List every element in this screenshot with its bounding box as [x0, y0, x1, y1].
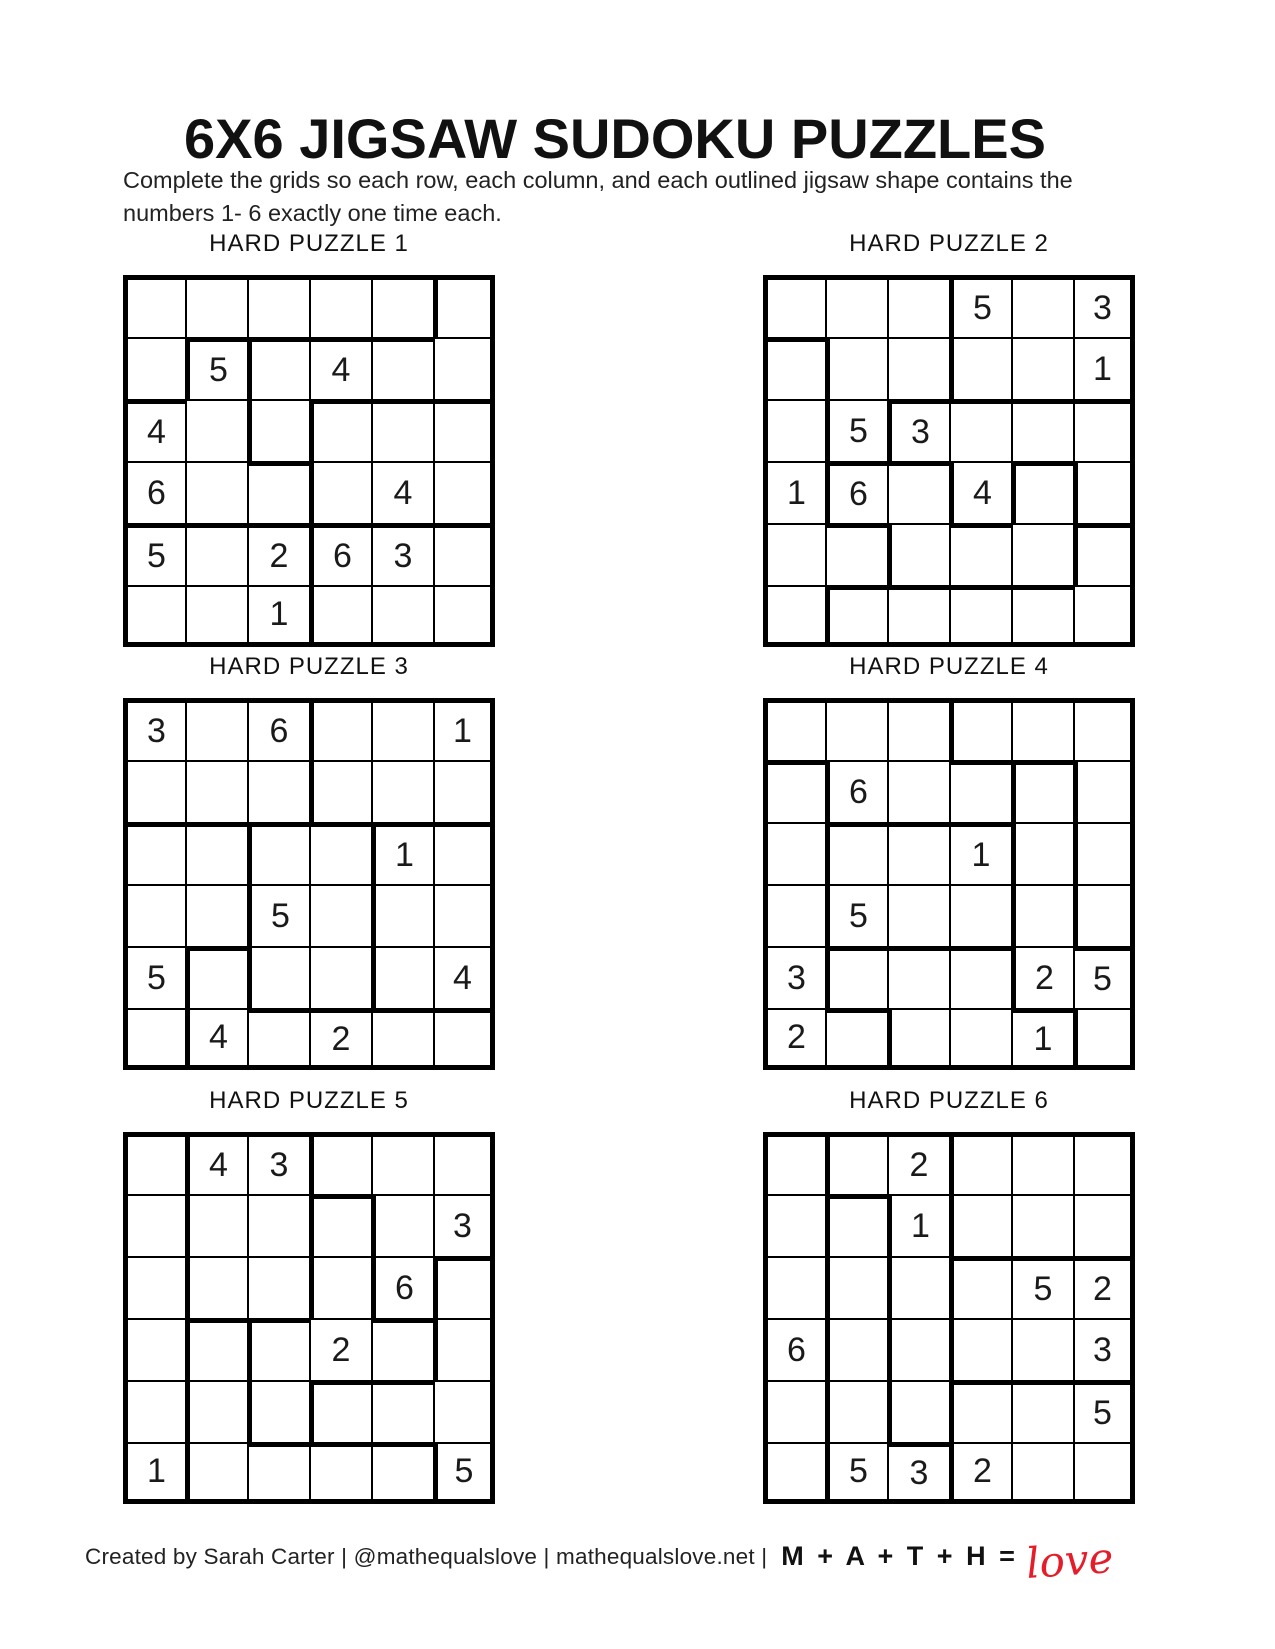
empty-cell-r1c1[interactable] [763, 1132, 825, 1194]
puzzle-hard-4 [763, 653, 1135, 1070]
empty-cell-r1c4[interactable] [309, 1132, 371, 1194]
given-number: 1 [971, 836, 991, 874]
given-number: 3 [393, 537, 413, 575]
empty-cell-r2c6[interactable] [1073, 760, 1135, 822]
empty-cell-r5c6[interactable] [433, 1380, 495, 1442]
given-number: 1 [395, 836, 414, 874]
empty-cell-r1c6[interactable] [1073, 698, 1135, 760]
empty-cell-r6c2[interactable] [825, 585, 887, 647]
empty-cell-r6c3[interactable] [247, 1008, 309, 1070]
given-number: 2 [269, 537, 289, 575]
empty-cell-r1c5[interactable] [1011, 275, 1073, 337]
empty-cell-r6c4[interactable] [309, 585, 371, 647]
empty-cell-r4c4[interactable] [949, 884, 1011, 946]
empty-cell-r6c5[interactable] [1011, 585, 1073, 647]
given-number: 2 [909, 1146, 929, 1184]
empty-cell-r1c2[interactable] [825, 698, 887, 760]
empty-cell-r2c1[interactable] [123, 337, 185, 399]
empty-cell-r1c4[interactable] [949, 1132, 1011, 1194]
given-cell-r4c6 [1073, 1318, 1135, 1380]
given-number: 2 [331, 1330, 351, 1369]
given-cell-r2c6 [433, 1194, 495, 1256]
empty-cell-r6c1[interactable] [123, 585, 185, 647]
given-cell-r4c1 [763, 461, 825, 523]
empty-cell-r4c1[interactable] [763, 884, 825, 946]
given-cell-r2c4 [309, 337, 371, 399]
empty-cell-r3c3[interactable] [247, 399, 309, 461]
empty-cell-r4c2[interactable] [185, 884, 247, 946]
given-cell-r3c1 [123, 399, 185, 461]
given-number: 4 [209, 1018, 228, 1056]
empty-cell-r4c6[interactable] [1073, 461, 1135, 523]
empty-cell-r2c4[interactable] [949, 337, 1011, 399]
empty-cell-r3c5[interactable] [1011, 822, 1073, 884]
empty-cell-r1c3[interactable] [247, 275, 309, 337]
empty-cell-r2c5[interactable] [1011, 337, 1073, 399]
given-number: 6 [269, 712, 289, 750]
empty-cell-r5c3[interactable] [247, 946, 309, 1008]
puzzle-title: HARD PUZZLE 1 [209, 230, 409, 257]
empty-cell-r3c6[interactable] [1073, 399, 1135, 461]
puzzle-title: HARD PUZZLE 2 [849, 230, 1049, 257]
given-cell-r1c3 [247, 1132, 309, 1194]
given-number: 2 [787, 1018, 806, 1056]
empty-cell-r5c3[interactable] [887, 523, 949, 585]
empty-cell-r2c2[interactable] [185, 760, 247, 822]
empty-cell-r4c5[interactable] [1011, 461, 1073, 523]
empty-cell-r6c4[interactable] [949, 1008, 1011, 1070]
given-cell-r2c2 [825, 760, 887, 822]
empty-cell-r4c4[interactable] [309, 884, 371, 946]
empty-cell-r5c5[interactable] [371, 1380, 433, 1442]
empty-cell-r4c2[interactable] [185, 1318, 247, 1380]
puzzle-title: HARD PUZZLE 4 [849, 653, 1049, 680]
empty-cell-r2c3[interactable] [247, 760, 309, 822]
given-number: 3 [909, 1453, 929, 1492]
puzzle-hard-3 [123, 653, 495, 1070]
empty-cell-r6c5[interactable] [1011, 1442, 1073, 1504]
given-number: 3 [453, 1206, 472, 1245]
empty-cell-r5c3[interactable] [887, 946, 949, 1008]
empty-cell-r2c1[interactable] [123, 1194, 185, 1256]
empty-cell-r3c3[interactable] [887, 822, 949, 884]
given-cell-r4c2 [825, 884, 887, 946]
empty-cell-r6c3[interactable] [247, 1442, 309, 1504]
puzzle-hard-1 [123, 230, 495, 647]
empty-cell-r5c4[interactable] [949, 1380, 1011, 1442]
instructions-text: Complete the grids so each row, each column, and each outlined jigsaw shape contains the numbers 1- 6 exactly one time each. [123, 166, 1073, 226]
empty-cell-r3c3[interactable] [887, 1256, 949, 1318]
given-number: 4 [453, 958, 472, 997]
empty-cell-r3c4[interactable] [309, 1256, 371, 1318]
given-cell-r5c1 [123, 946, 185, 1008]
empty-cell-r3c2[interactable] [825, 1256, 887, 1318]
given-number: 5 [849, 896, 868, 935]
given-cell-r4c4 [309, 1318, 371, 1380]
empty-cell-r3c1[interactable] [763, 399, 825, 461]
given-number: 5 [209, 351, 228, 389]
empty-cell-r2c1[interactable] [123, 760, 185, 822]
given-cell-r4c2 [825, 461, 887, 523]
footer [85, 1533, 1205, 1588]
empty-cell-r3c3[interactable] [247, 822, 309, 884]
empty-cell-r3c6[interactable] [433, 822, 495, 884]
empty-cell-r3c5[interactable] [371, 399, 433, 461]
empty-cell-r2c4[interactable] [949, 1194, 1011, 1256]
empty-cell-r5c5[interactable] [371, 946, 433, 1008]
given-number: 5 [849, 1452, 868, 1490]
empty-cell-r2c5[interactable] [371, 337, 433, 399]
empty-cell-r4c3[interactable] [887, 884, 949, 946]
given-cell-r4c1 [763, 1318, 825, 1380]
empty-cell-r5c4[interactable] [309, 1380, 371, 1442]
given-cell-r1c2 [185, 1132, 247, 1194]
given-cell-r6c6 [433, 1442, 495, 1504]
empty-cell-r2c5[interactable] [1011, 1194, 1073, 1256]
empty-cell-r5c2[interactable] [825, 946, 887, 1008]
empty-cell-r6c4[interactable] [309, 1442, 371, 1504]
given-cell-r1c6 [433, 698, 495, 760]
math-equals-love-logo [781, 1533, 1115, 1588]
given-number: 1 [1093, 349, 1112, 388]
given-number: 2 [1035, 958, 1054, 997]
puzzle-grid [763, 1132, 1135, 1504]
puzzle-hard-2 [763, 230, 1135, 647]
empty-cell-r5c3[interactable] [247, 1380, 309, 1442]
empty-cell-r1c2[interactable] [825, 1132, 887, 1194]
empty-cell-r2c6[interactable] [433, 760, 495, 822]
empty-cell-r6c6[interactable] [433, 1008, 495, 1070]
empty-cell-r6c1[interactable] [763, 585, 825, 647]
logo-love-script: love [1024, 1533, 1115, 1588]
given-cell-r5c1 [763, 946, 825, 1008]
given-number: 6 [849, 475, 868, 513]
empty-cell-r4c6[interactable] [433, 1318, 495, 1380]
empty-cell-r4c4[interactable] [309, 461, 371, 523]
empty-cell-r1c5[interactable] [371, 1132, 433, 1194]
given-cell-r5c6 [1073, 946, 1135, 1008]
given-cell-r5c5 [371, 523, 433, 585]
empty-cell-r5c6[interactable] [1073, 523, 1135, 585]
given-cell-r5c1 [123, 523, 185, 585]
empty-cell-r3c4[interactable] [309, 822, 371, 884]
puzzle-grid [763, 698, 1135, 1070]
empty-cell-r2c4[interactable] [309, 1194, 371, 1256]
page-title: 6X6 JIGSAW SUDOKU PUZZLES [184, 106, 1046, 170]
given-cell-r6c2 [185, 1008, 247, 1070]
puzzle-title: HARD PUZZLE 3 [209, 653, 409, 680]
puzzle-title: HARD PUZZLE 5 [209, 1087, 409, 1114]
given-number: 4 [973, 473, 992, 512]
given-cell-r6c4 [949, 1442, 1011, 1504]
empty-cell-r6c3[interactable] [887, 585, 949, 647]
empty-cell-r1c6[interactable] [1073, 1132, 1135, 1194]
given-cell-r1c3 [887, 1132, 949, 1194]
given-number: 1 [269, 595, 289, 633]
given-cell-r3c5 [371, 1256, 433, 1318]
given-cell-r3c5 [1011, 1256, 1073, 1318]
given-number: 5 [271, 896, 290, 935]
empty-cell-r1c1[interactable] [123, 275, 185, 337]
given-number: 2 [1093, 1270, 1112, 1308]
given-cell-r1c4 [949, 275, 1011, 337]
empty-cell-r1c1[interactable] [763, 698, 825, 760]
empty-cell-r5c2[interactable] [185, 1380, 247, 1442]
given-number: 3 [1093, 1330, 1112, 1369]
empty-cell-r6c5[interactable] [371, 585, 433, 647]
empty-cell-r6c2[interactable] [825, 1008, 887, 1070]
empty-cell-r1c2[interactable] [185, 275, 247, 337]
empty-cell-r1c5[interactable] [371, 698, 433, 760]
empty-cell-r6c6[interactable] [1073, 1442, 1135, 1504]
empty-cell-r5c1[interactable] [123, 1380, 185, 1442]
empty-cell-r3c6[interactable] [433, 399, 495, 461]
empty-cell-r4c1[interactable] [123, 884, 185, 946]
given-number: 4 [209, 1146, 228, 1184]
given-cell-r5c3 [247, 523, 309, 585]
empty-cell-r6c5[interactable] [371, 1442, 433, 1504]
given-number: 5 [1033, 1270, 1053, 1308]
puzzle-grid [123, 1132, 495, 1504]
given-number: 2 [973, 1452, 992, 1490]
given-number: 6 [395, 1268, 414, 1307]
empty-cell-r5c2[interactable] [825, 1380, 887, 1442]
given-cell-r6c2 [825, 1442, 887, 1504]
empty-cell-r2c1[interactable] [763, 1194, 825, 1256]
given-cell-r4c5 [371, 461, 433, 523]
empty-cell-r5c4[interactable] [949, 523, 1011, 585]
empty-cell-r4c3[interactable] [887, 1318, 949, 1380]
empty-cell-r5c6[interactable] [433, 523, 495, 585]
empty-cell-r3c1[interactable] [123, 1256, 185, 1318]
given-cell-r6c1 [763, 1008, 825, 1070]
given-cell-r3c3 [887, 399, 949, 461]
credit-text: Created by Sarah Carter | @mathequalslove | mathequalslove.net | [85, 1543, 768, 1569]
given-number: 3 [147, 712, 166, 750]
empty-cell-r4c3[interactable] [247, 1318, 309, 1380]
empty-cell-r6c2[interactable] [185, 1442, 247, 1504]
given-number: 6 [849, 772, 868, 811]
empty-cell-r4c5[interactable] [371, 1318, 433, 1380]
given-cell-r1c1 [123, 698, 185, 760]
empty-cell-r6c5[interactable] [371, 1008, 433, 1070]
empty-cell-r1c2[interactable] [185, 698, 247, 760]
empty-cell-r3c3[interactable] [247, 1256, 309, 1318]
given-cell-r5c4 [309, 523, 371, 585]
empty-cell-r3c6[interactable] [1073, 822, 1135, 884]
given-cell-r6c3 [887, 1442, 949, 1504]
empty-cell-r2c2[interactable] [185, 1194, 247, 1256]
empty-cell-r3c1[interactable] [123, 822, 185, 884]
empty-cell-r3c2[interactable] [185, 399, 247, 461]
empty-cell-r2c1[interactable] [763, 760, 825, 822]
given-number: 3 [787, 958, 806, 997]
empty-cell-r1c4[interactable] [309, 698, 371, 760]
given-cell-r6c3 [247, 585, 309, 647]
given-cell-r4c3 [247, 884, 309, 946]
empty-cell-r2c2[interactable] [825, 337, 887, 399]
empty-cell-r6c2[interactable] [185, 585, 247, 647]
empty-cell-r4c1[interactable] [123, 1318, 185, 1380]
empty-cell-r1c1[interactable] [763, 275, 825, 337]
empty-cell-r1c1[interactable] [123, 1132, 185, 1194]
empty-cell-r4c2[interactable] [825, 1318, 887, 1380]
empty-cell-r1c2[interactable] [825, 275, 887, 337]
empty-cell-r5c5[interactable] [1011, 1380, 1073, 1442]
empty-cell-r4c3[interactable] [247, 461, 309, 523]
empty-cell-r2c6[interactable] [1073, 1194, 1135, 1256]
given-number: 1 [911, 1206, 930, 1245]
empty-cell-r5c3[interactable] [887, 1380, 949, 1442]
empty-cell-r4c5[interactable] [371, 884, 433, 946]
empty-cell-r3c2[interactable] [185, 822, 247, 884]
empty-cell-r3c4[interactable] [949, 399, 1011, 461]
given-cell-r3c5 [371, 822, 433, 884]
given-number: 4 [147, 413, 166, 451]
puzzle-grid [123, 698, 495, 1070]
empty-cell-r3c2[interactable] [185, 1256, 247, 1318]
given-number: 3 [911, 413, 930, 451]
given-cell-r6c5 [1011, 1008, 1073, 1070]
given-cell-r5c5 [1011, 946, 1073, 1008]
empty-cell-r5c2[interactable] [825, 523, 887, 585]
empty-cell-r1c4[interactable] [309, 275, 371, 337]
empty-cell-r6c6[interactable] [433, 585, 495, 647]
empty-cell-r2c1[interactable] [763, 337, 825, 399]
puzzle-title: HARD PUZZLE 6 [849, 1087, 1049, 1114]
empty-cell-r4c6[interactable] [433, 884, 495, 946]
given-cell-r2c6 [1073, 337, 1135, 399]
empty-cell-r6c1[interactable] [763, 1442, 825, 1504]
empty-cell-r2c3[interactable] [887, 760, 949, 822]
empty-cell-r2c5[interactable] [1011, 760, 1073, 822]
puzzle-grid [123, 275, 495, 647]
empty-cell-r6c6[interactable] [1073, 1008, 1135, 1070]
empty-cell-r5c2[interactable] [185, 523, 247, 585]
empty-cell-r3c5[interactable] [1011, 399, 1073, 461]
empty-cell-r4c5[interactable] [1011, 884, 1073, 946]
empty-cell-r1c5[interactable] [1011, 698, 1073, 760]
empty-cell-r2c3[interactable] [887, 337, 949, 399]
empty-cell-r3c4[interactable] [949, 1256, 1011, 1318]
given-cell-r1c3 [247, 698, 309, 760]
given-number: 3 [1093, 289, 1112, 327]
empty-cell-r3c2[interactable] [825, 822, 887, 884]
given-number: 4 [331, 351, 351, 389]
given-cell-r2c2 [185, 337, 247, 399]
given-number: 1 [787, 473, 806, 512]
empty-cell-r1c4[interactable] [949, 698, 1011, 760]
empty-cell-r1c3[interactable] [887, 698, 949, 760]
puzzle-grid [763, 275, 1135, 647]
empty-cell-r3c6[interactable] [433, 1256, 495, 1318]
logo-math-text: M + A + T + H = [781, 1541, 1018, 1572]
empty-cell-r1c5[interactable] [1011, 1132, 1073, 1194]
empty-cell-r4c6[interactable] [433, 461, 495, 523]
given-number: 6 [787, 1330, 806, 1369]
given-number: 5 [147, 537, 166, 575]
empty-cell-r2c2[interactable] [825, 1194, 887, 1256]
empty-cell-r5c4[interactable] [309, 946, 371, 1008]
empty-cell-r5c1[interactable] [763, 523, 825, 585]
given-number: 1 [453, 712, 472, 750]
puzzle-hard-6 [763, 1087, 1135, 1504]
given-cell-r3c2 [825, 399, 887, 461]
empty-cell-r5c4[interactable] [949, 946, 1011, 1008]
given-number: 5 [849, 411, 868, 450]
given-cell-r5c6 [433, 946, 495, 1008]
given-cell-r3c4 [949, 822, 1011, 884]
empty-cell-r6c4[interactable] [949, 585, 1011, 647]
empty-cell-r1c6[interactable] [433, 1132, 495, 1194]
given-number: 5 [147, 958, 166, 997]
given-cell-r5c6 [1073, 1380, 1135, 1442]
given-cell-r4c4 [949, 461, 1011, 523]
empty-cell-r4c6[interactable] [1073, 884, 1135, 946]
given-number: 2 [331, 1019, 351, 1058]
empty-cell-r4c4[interactable] [949, 1318, 1011, 1380]
empty-cell-r1c3[interactable] [887, 275, 949, 337]
empty-cell-r1c5[interactable] [371, 275, 433, 337]
empty-cell-r3c1[interactable] [763, 1256, 825, 1318]
given-number: 1 [1033, 1019, 1053, 1058]
empty-cell-r5c2[interactable] [185, 946, 247, 1008]
given-number: 4 [393, 473, 413, 512]
given-cell-r1c6 [1073, 275, 1135, 337]
empty-cell-r2c5[interactable] [371, 1194, 433, 1256]
empty-cell-r6c6[interactable] [1073, 585, 1135, 647]
empty-cell-r2c4[interactable] [309, 760, 371, 822]
given-number: 5 [1093, 960, 1112, 998]
given-cell-r6c1 [123, 1442, 185, 1504]
empty-cell-r2c3[interactable] [247, 1194, 309, 1256]
empty-cell-r3c4[interactable] [309, 399, 371, 461]
given-cell-r6c4 [309, 1008, 371, 1070]
given-cell-r2c3 [887, 1194, 949, 1256]
given-number: 6 [147, 473, 166, 512]
empty-cell-r1c6[interactable] [433, 275, 495, 337]
given-number: 5 [1093, 1394, 1112, 1432]
empty-cell-r5c1[interactable] [763, 1380, 825, 1442]
given-number: 6 [333, 537, 352, 575]
empty-cell-r2c6[interactable] [433, 337, 495, 399]
given-number: 3 [269, 1146, 289, 1184]
empty-cell-r6c1[interactable] [123, 1008, 185, 1070]
empty-cell-r2c3[interactable] [247, 337, 309, 399]
given-number: 5 [973, 289, 992, 327]
empty-cell-r2c4[interactable] [949, 760, 1011, 822]
empty-cell-r6c3[interactable] [887, 1008, 949, 1070]
empty-cell-r2c5[interactable] [371, 760, 433, 822]
given-number: 1 [147, 1452, 166, 1490]
empty-cell-r5c5[interactable] [1011, 523, 1073, 585]
given-cell-r3c6 [1073, 1256, 1135, 1318]
empty-cell-r4c2[interactable] [185, 461, 247, 523]
given-cell-r4c1 [123, 461, 185, 523]
empty-cell-r3c1[interactable] [763, 822, 825, 884]
given-number: 5 [454, 1452, 474, 1490]
empty-cell-r4c5[interactable] [1011, 1318, 1073, 1380]
empty-cell-r4c3[interactable] [887, 461, 949, 523]
puzzle-hard-5 [123, 1087, 495, 1504]
